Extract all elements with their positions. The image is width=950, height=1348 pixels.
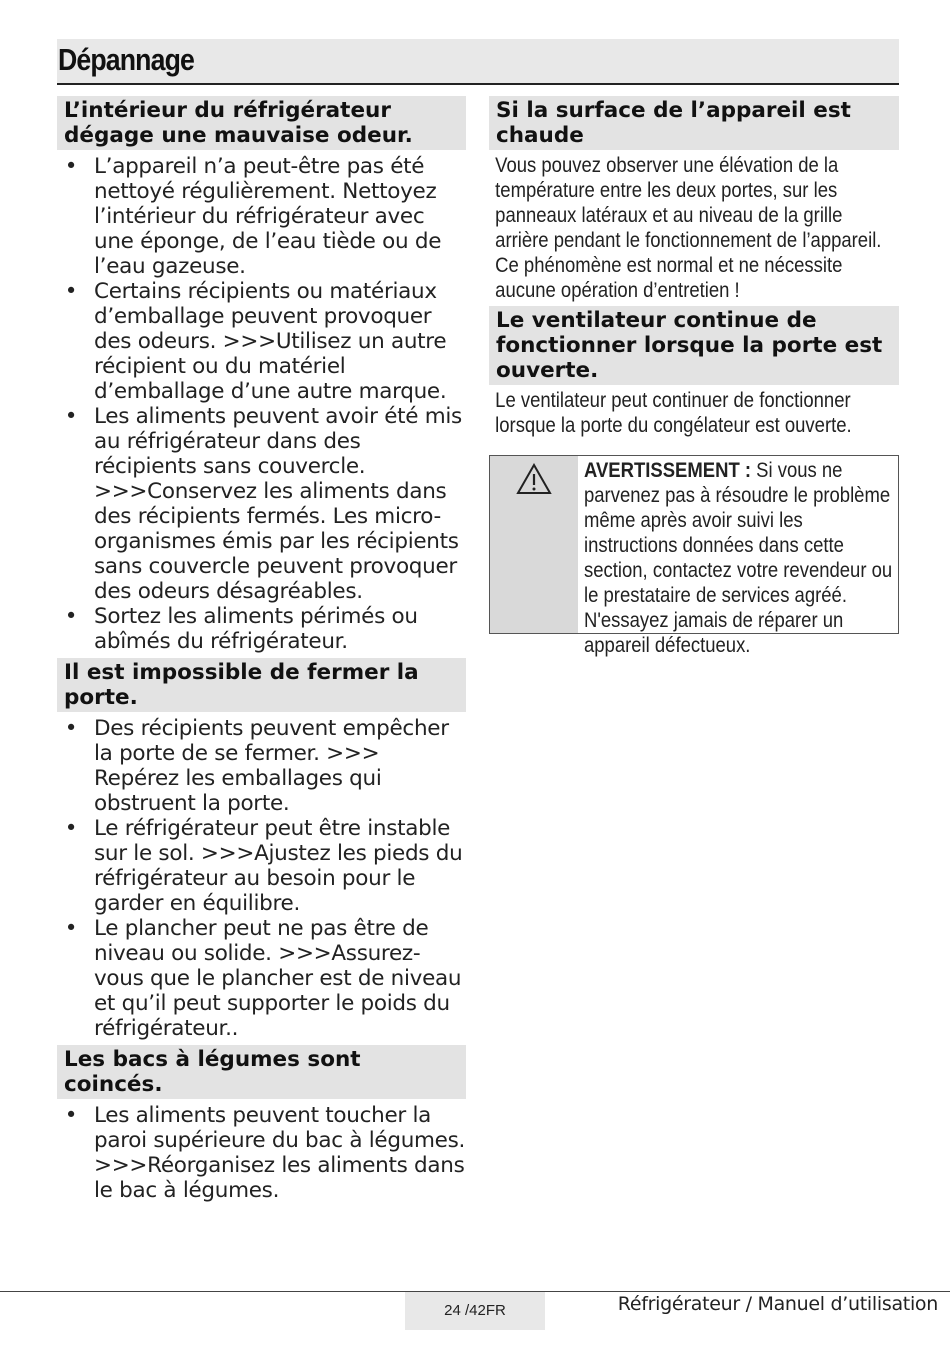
warning-message: Si vous ne parvenez pas à résoudre le problème même après avoir suivi les instructions données dans cette section, contactez votre revendeur ou le prestataire de services agréé. N'essayez jamais de réparer un appareil défectueux. — [584, 459, 893, 657]
warning-icon-panel — [490, 456, 578, 633]
list-item: • Les aliments peuvent toucher la paroi supérieure du bac à légumes. >>>Réorganisez les aliments dans le bac à légumes. — [64, 1103, 466, 1203]
bullet-icon: • — [64, 1103, 78, 1128]
page-title: Dépannage — [58, 42, 194, 77]
bullet-icon: • — [64, 816, 78, 841]
warning-label: AVERTISSEMENT : — [584, 459, 752, 482]
bullet-icon: • — [64, 154, 78, 179]
list-item: • Certains récipients ou matériaux d’emballage peuvent provoquer des odeurs. >>>Utilisez un autre récipient ou du matériel d’emballage d’une autre marque. — [64, 279, 447, 404]
page-number: 24 /42FR — [444, 1302, 506, 1319]
section-crisper-stuck — [57, 1045, 466, 1203]
bullet-icon: • — [64, 404, 78, 429]
bullet-icon: • — [64, 716, 78, 741]
section-heading: L’intérieur du réfrigérateur dégage une mauvaise odeur. — [57, 96, 466, 150]
section-door-wont-close — [57, 658, 466, 1041]
bullet-icon: • — [64, 916, 78, 941]
bullet-icon: • — [64, 279, 78, 304]
warning-triangle-icon — [516, 463, 552, 495]
warning-box — [489, 455, 899, 657]
bullet-list — [57, 154, 466, 654]
warning-text — [584, 458, 899, 658]
list-item: • Des récipients peuvent empêcher la porte de se fermer. >>> Repérez les emballages qui obstruent la porte. — [64, 716, 449, 816]
list-item: • L’appareil n’a peut-être pas été nettoyé régulièrement. Nettoyez l’intérieur du réfrigérateur avec une éponge, de l’eau tiède ou de l’eau gazeuse. — [64, 154, 442, 279]
left-column — [57, 96, 466, 1207]
section-fan-running — [489, 306, 899, 441]
list-item: • Le plancher peut ne pas être de niveau ou solide. >>>Assurez-vous que le plancher est de niveau et qu’il peut supporter le poids du réfrigérateur.. — [64, 916, 462, 1041]
bullet-list — [57, 1103, 466, 1203]
section-bad-odor — [57, 96, 466, 654]
section-text: Le ventilateur peut continuer de fonctionner lorsque la porte du congélateur est ouverte. — [495, 389, 852, 437]
section-heading: Si la surface de l’appareil est chaude — [489, 96, 899, 150]
bullet-list — [57, 716, 466, 1041]
bullet-icon: • — [64, 604, 78, 629]
section-hot-surface — [489, 96, 899, 306]
section-text: Vous pouvez observer une élévation de la température entre les deux portes, sur les panneaux latéraux et au niveau de la grille arrière pendant le fonctionnement de l’appareil. Ce phénomène est normal et ne nécessite aucune opération d’entretien ! — [495, 154, 882, 302]
section-heading: Les bacs à légumes sont coincés. — [57, 1045, 466, 1099]
list-item: • Les aliments peuvent avoir été mis au réfrigérateur dans des récipients sans couvercle. >>>Conservez les aliments dans des récipients fermés. Les micro-organismes émis par les récipients sans couvercle peuvent provoquer des odeurs désagréables. — [64, 404, 462, 604]
list-item: • Le réfrigérateur peut être instable sur le sol. >>>Ajustez les pieds du réfrigérateur au besoin pour le garder en équilibre. — [64, 816, 463, 916]
list-item: • Sortez les aliments périmés ou abîmés du réfrigérateur. — [64, 604, 418, 654]
right-column — [489, 96, 899, 657]
page-number-box — [405, 1292, 545, 1330]
section-heading: Il est impossible de fermer la porte. — [57, 658, 466, 712]
section-heading: Le ventilateur continue de fonctionner lorsque la porte est ouverte. — [489, 306, 899, 385]
footer-doc-title: Réfrigérateur / Manuel d’utilisation — [617, 1293, 938, 1315]
page-title-bar — [57, 39, 899, 85]
